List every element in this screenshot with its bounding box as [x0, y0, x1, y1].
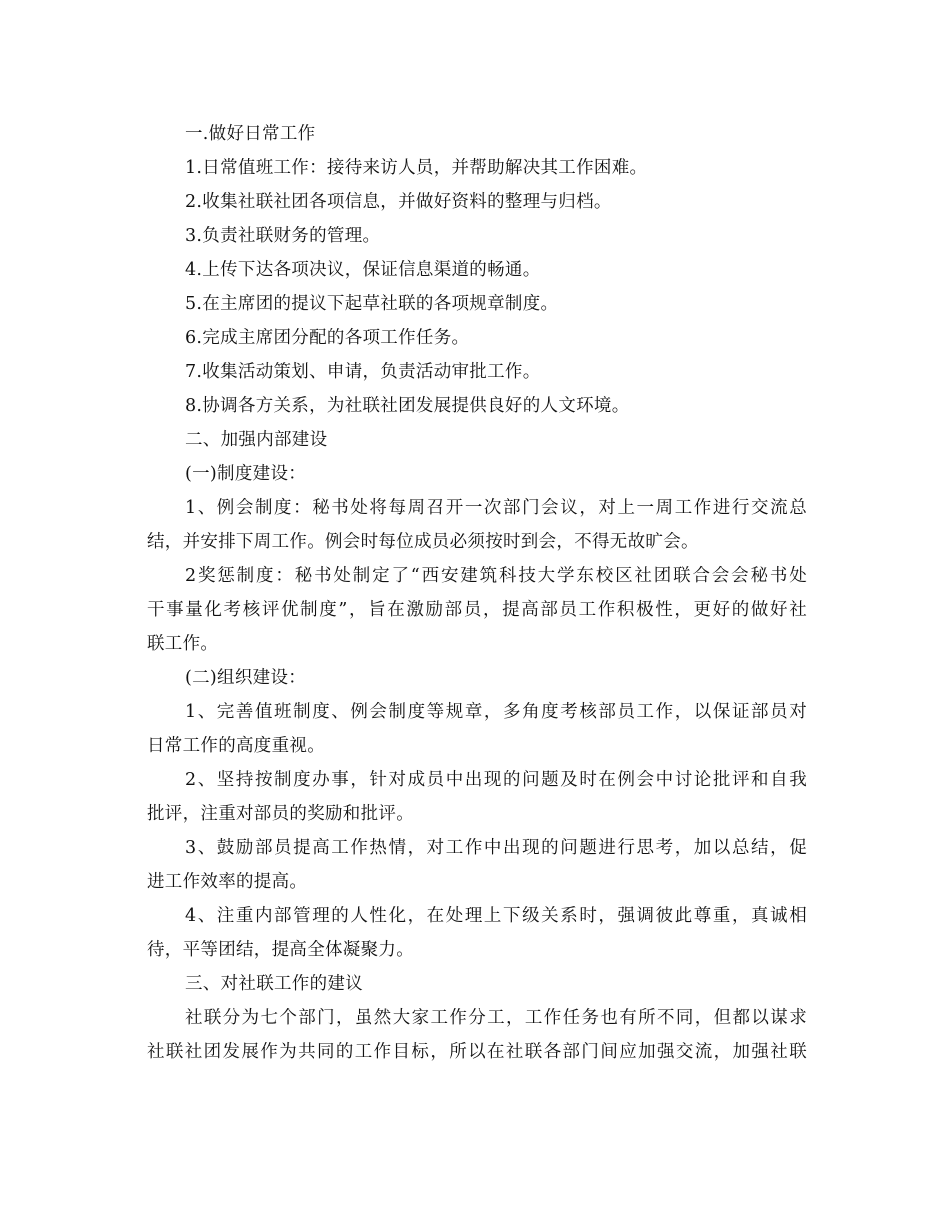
text-line: 干事量化考核评优制度”，旨在激励部员，提高部员工作积极性，更好的做好社 — [147, 600, 807, 620]
text-line: 三、对社联工作的建议 — [185, 974, 363, 994]
text-line: 7.收集活动策划、申请，负责活动审批工作。 — [185, 362, 541, 382]
text-line: 批评，注重对部员的奖励和批评。 — [147, 804, 414, 824]
text-line: 3、鼓励部员提高工作热情，对工作中出现的问题进行思考，加以总结，促 — [185, 838, 807, 858]
text-line: 待，平等团结，提高全体凝聚力。 — [147, 940, 414, 960]
text-line: 4.上传下达各项决议，保证信息渠道的畅通。 — [185, 260, 541, 280]
text-line: 5.在主席团的提议下起草社联的各项规章制度。 — [185, 294, 559, 314]
text-line: 进工作效率的提高。 — [147, 872, 308, 892]
text-line: 2奖惩制度：秘书处制定了“西安建筑科技大学东校区社团联合会会秘书处 — [185, 566, 807, 586]
text-line: 1.日常值班工作：接待来访人员，并帮助解决其工作困难。 — [185, 158, 648, 178]
text-line: 3.负责社联财务的管理。 — [185, 226, 381, 246]
text-line: 一.做好日常工作 — [185, 124, 316, 144]
text-line: 二、加强内部建设 — [185, 430, 328, 450]
text-line: 日常工作的高度重视。 — [147, 736, 325, 756]
document-body — [147, 117, 807, 1069]
text-line: 1、完善值班制度、例会制度等规章，多角度考核部员工作，以保证部员对 — [185, 702, 807, 722]
text-line: 2.收集社联社团各项信息，并做好资料的整理与归档。 — [185, 192, 612, 212]
text-line: 结，并安排下周工作。例会时每位成员必须按时到会，不得无故旷会。 — [147, 532, 699, 552]
text-line: 社联社团发展作为共同的工作目标，所以在社联各部门间应加强交流，加强社联 — [147, 1042, 807, 1062]
text-line: (二)组织建设： — [185, 668, 307, 688]
text-line: 6.完成主席团分配的各项工作任务。 — [185, 328, 470, 348]
text-line: 社联分为七个部门，虽然大家工作分工，工作任务也有所不同，但都以谋求 — [185, 1008, 807, 1028]
text-line: 联工作。 — [147, 634, 219, 654]
text-line: 4、注重内部管理的人性化，在处理上下级关系时，强调彼此尊重，真诚相 — [185, 906, 807, 926]
text-line: 1、例会制度：秘书处将每周召开一次部门会议，对上一周工作进行交流总 — [185, 498, 807, 518]
text-line: 8.协调各方关系，为社联社团发展提供良好的人文环境。 — [185, 396, 630, 416]
text-line: (一)制度建设： — [185, 464, 307, 484]
text-line: 2、坚持按制度办事，针对成员中出现的问题及时在例会中讨论批评和自我 — [185, 770, 807, 790]
